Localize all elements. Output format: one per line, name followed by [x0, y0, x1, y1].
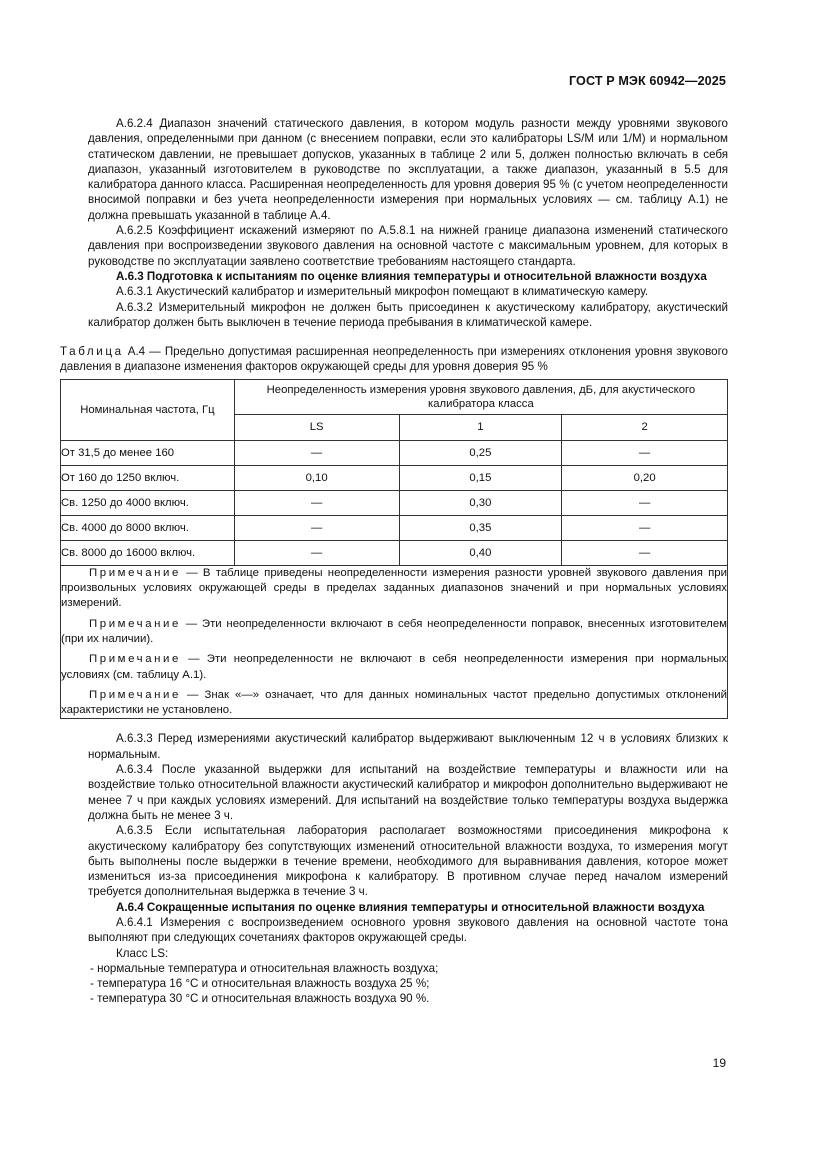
page-number: 19: [712, 1056, 726, 1070]
cell-class-ls: 0,10: [234, 465, 399, 490]
note-label: Примечание: [89, 653, 181, 666]
document-header: ГОСТ Р МЭК 60942—2025: [568, 74, 726, 88]
paragraph-a635: А.6.3.5 Если испытательная лаборатория располагает возможностями присоединения микрофона к акустическому калибратору без сопутствующих изменений относительной влажности воздуха, то измерения могут быть выполнены после выдержки в течение времени, необходимого для выравнивания давления, которое может измениться из-за присоединения микрофона к калибратору. В противном случае перед началом измерений требуется дополнительная выдержка в течение 3 ч.: [88, 824, 728, 899]
table-notes: [61, 565, 728, 719]
note-label: Примечание: [89, 617, 181, 630]
cell-class-1: 0,35: [399, 515, 562, 540]
paragraph-a633: А.6.3.3 Перед измерениями акустический калибратор выдерживают выключенным 12 ч в условиях близких к нормальным.: [88, 732, 728, 761]
cell-class-2: —: [562, 540, 728, 565]
table-caption-text: А.4 — Предельно допустимая расширенная неопределенность при измерениях отклонения уровня звукового давления в диапазоне изменения факторов окружающей среды для уровня доверия 95 %: [60, 345, 728, 374]
page-body: [60, 116, 728, 1007]
table-row: [61, 440, 728, 465]
note-label: Примечание: [89, 566, 181, 579]
table-note: [61, 688, 727, 719]
class-ls-label: Класс LS:: [116, 946, 169, 960]
header-uncertainty-group: Неопределенность измерения уровня звукового давления, дБ, для акустического калибратора класса: [234, 379, 727, 414]
note-text: — Знак «—» означает, что для данных номинальных частот предельно допустимых отклонений характеристики не установлено.: [61, 688, 727, 717]
heading-a64: А.6.4 Сокращенные испытания по оценке влияния температуры и относительной влажности воздуха: [116, 900, 705, 914]
table-row: [61, 490, 728, 515]
list-item: - температура 16 °С и относительная влажность воздуха 25 %;: [90, 977, 430, 991]
cell-frequency: Св. 4000 до 8000 включ.: [61, 515, 235, 540]
header-class-1: 1: [399, 414, 562, 440]
cell-class-2: —: [562, 490, 728, 515]
paragraph-a625: А.6.2.5 Коэффициент искажений измеряют по А.5.8.1 на нижней границе диапазона изменений статического давления при воспроизведении звукового давления на основной частоте с максимальным уровнем, для которых в руководстве по эксплуатации заявлено соответствие требованиям настоящего стандарта.: [88, 224, 728, 268]
table-note: [61, 652, 727, 683]
note-text: — Эти неопределенности не включают в себя неопределенности измерения при нормальных условиях (см. таблицу А.1).: [61, 653, 727, 681]
cell-class-1: 0,15: [399, 465, 562, 490]
note-text: — Эти неопределенности включают в себя неопределенности поправок, внесенных изготовителем (при их наличии).: [61, 617, 727, 645]
cell-class-2: —: [562, 440, 728, 465]
table-caption-label: Таблица: [60, 345, 124, 359]
cell-frequency: Св. 8000 до 16000 включ.: [61, 540, 235, 565]
note-label: Примечание: [89, 688, 181, 701]
uncertainty-table: [60, 379, 728, 720]
cell-frequency: Св. 1250 до 4000 включ.: [61, 490, 235, 515]
cell-class-1: 0,40: [399, 540, 562, 565]
header-nominal-frequency: Номинальная частота, Гц: [61, 379, 235, 440]
table-row: [61, 515, 728, 540]
table-note: [61, 566, 727, 612]
paragraph-a641: А.6.4.1 Измерения с воспроизведением основного уровня звукового давления на основной частоте тона выполняют при следующих сочетаниях факторов окружающей среды.: [88, 915, 728, 945]
cell-frequency: От 160 до 1250 включ.: [61, 465, 235, 490]
cell-frequency: От 31,5 до менее 160: [61, 440, 235, 465]
note-text: — В таблице приведены неопределенности измерения разности уровней звукового давления при произвольных условиях окружающей среды в пределах заданных диапазонов значений и при нормальных условиях измерений.: [61, 566, 727, 610]
cell-class-ls: —: [234, 515, 399, 540]
paragraph-a634: А.6.3.4 После указанной выдержки для испытаний на воздействие температуры и влажности или на воздействие только относительной влажности акустический калибратор и микрофон дополнительно выдерживают не менее 7 ч при каждых условиях измерений. Для испытаний на воздействие только температуры воздуха выдержка должна быть не менее 3 ч.: [88, 763, 728, 822]
list-item: - нормальные температура и относительная влажность воздуха;: [90, 961, 439, 975]
cell-class-ls: —: [234, 540, 399, 565]
cell-class-ls: —: [234, 490, 399, 515]
paragraph-a632: А.6.3.2 Измерительный микрофон не должен быть присоединен к акустическому калибратору, акустический калибратор должен быть выключен в течение периода пребывания в климатической камере.: [88, 300, 728, 329]
cell-class-2: 0,20: [562, 465, 728, 490]
table-caption: [60, 344, 728, 375]
cell-class-2: —: [562, 515, 728, 540]
header-class-ls: LS: [234, 414, 399, 440]
table-note: [61, 617, 727, 648]
cell-class-ls: —: [234, 440, 399, 465]
paragraph-a624: А.6.2.4 Диапазон значений статического давления, в котором модуль разности между уровнями звукового давления, определенными при данном (с внесением поправки, если это калибраторы LS/M или 1/M) и нормальном статическом давлении, не превышает допусков, указанных в таблице 2 или 5, должен полностью включать в себя диапазон, указанный изготовителем в руководстве по эксплуатации, а также диапазон, указанный в 5.5 для калибратора данного класса. Расширенная неопределенность для уровня доверия 95 % (с учетом неопределенности вносимой поправки и без учета неопределенности измерения при нормальных условиях — см. таблицу А.1) не должна превышать указанной в таблице А.4.: [88, 117, 728, 222]
table-row: [61, 465, 728, 490]
table-row: [61, 540, 728, 565]
paragraph-a631: А.6.3.1 Акустический калибратор и измерительный микрофон помещают в климатическую камеру.: [116, 285, 649, 299]
heading-a63: А.6.3 Подготовка к испытаниям по оценке влияния температуры и относительной влажности воздуха: [116, 269, 707, 283]
cell-class-1: 0,25: [399, 440, 562, 465]
cell-class-1: 0,30: [399, 490, 562, 515]
list-item: - температура 30 °С и относительная влажность воздуха 90 %.: [90, 992, 430, 1006]
header-class-2: 2: [562, 414, 728, 440]
